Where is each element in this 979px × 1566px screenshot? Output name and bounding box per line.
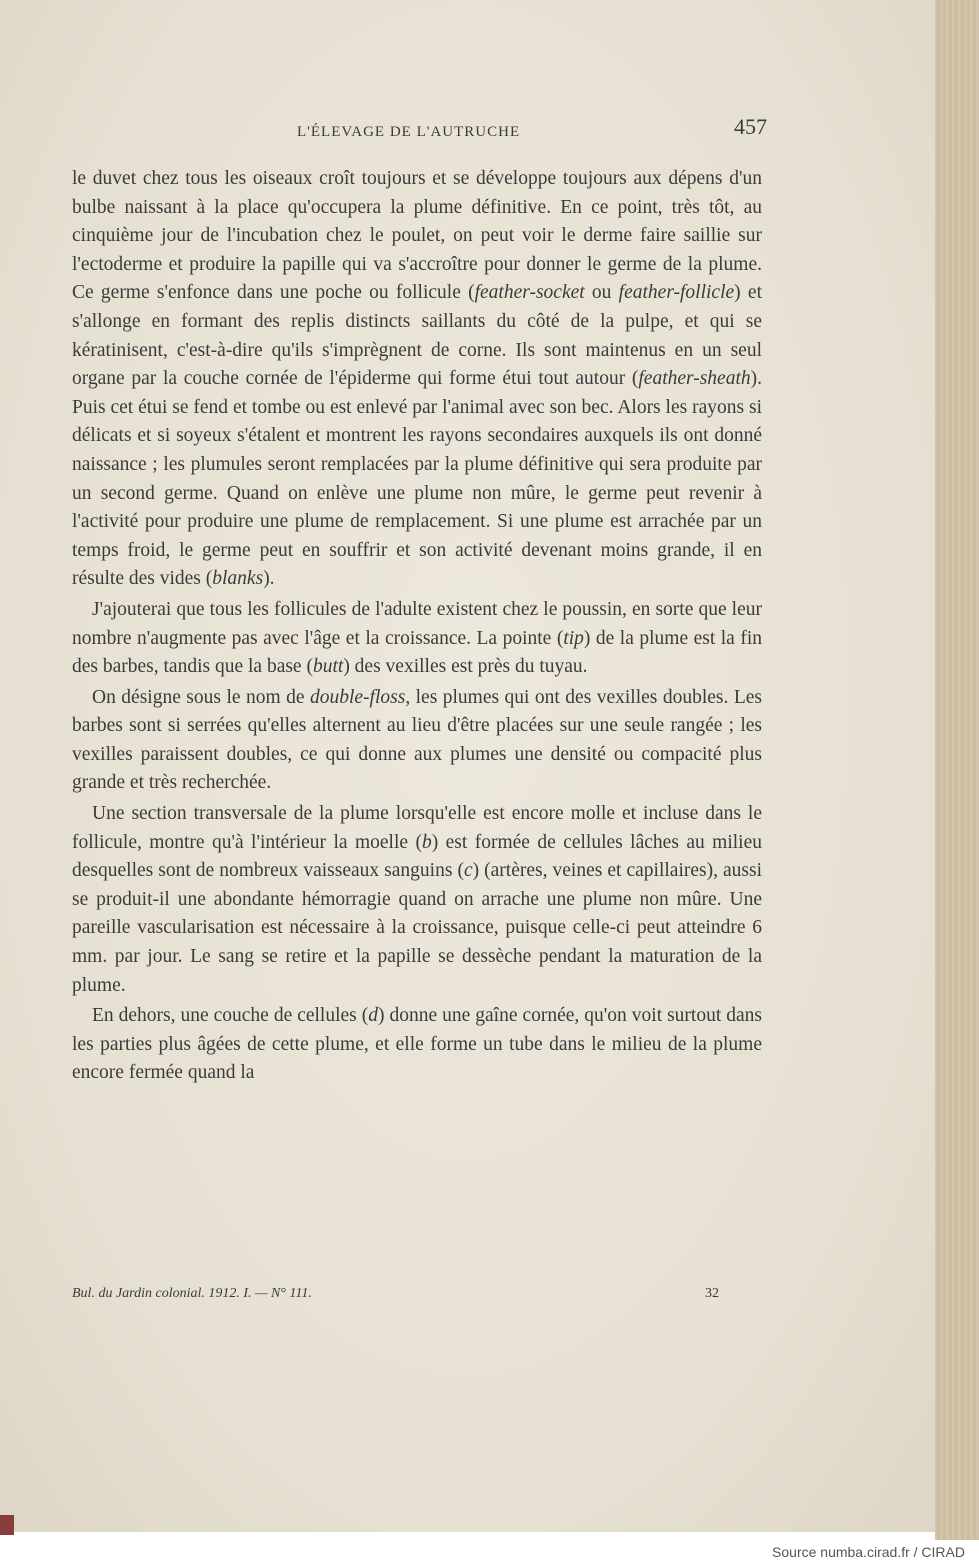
text-run: le duvet chez tous les oiseaux croît toujours et se développe toujours aux dépens d'un bulbe naissant à la place qu'occupera la plume définitive. En ce point, très tôt, au cinquième jour de l'incubation chez le poulet, on peut voir le derme faire saillie sur l'ectoderme et produire la papille qui va s'accroître pour donner le germe de la plume. Ce germe s'enfonce dans une poche ou follicule (	[72, 168, 762, 304]
text-run: ) des vexilles est près du tuyau.	[343, 656, 588, 678]
page-number: 457	[734, 114, 767, 139]
italic-term: feather-socket	[474, 282, 585, 304]
text-run: Une section transversale de la plume lorsqu'elle est encore molle et incluse dans le follicule, montre qu'à l'intérieur la moelle (	[72, 803, 762, 853]
text-run: ) donne une gaîne cornée, qu'on voit surtout dans les parties plus âgées de cette plume, et elle forme un tube dans le milieu de la plume encore fermée quand la	[72, 1005, 762, 1084]
page-footer	[72, 1286, 762, 1308]
paragraph	[72, 165, 762, 594]
signature-mark: 32	[705, 1286, 719, 1301]
italic-term: c	[463, 860, 473, 882]
page-header	[72, 114, 767, 146]
running-title: L'ÉLEVAGE DE L'AUTRUCHE	[297, 124, 521, 140]
italic-term: butt	[312, 656, 344, 678]
italic-term: double-floss	[309, 686, 406, 708]
text-run: ) de la plume est la fin des barbes, tandis que la base (	[72, 627, 762, 678]
italic-term: tip	[563, 627, 584, 649]
italic-term: feather-sheath	[638, 368, 751, 390]
text-run: En dehors, une couche de cellules (	[92, 1005, 369, 1027]
paragraph	[72, 596, 762, 682]
text-run: ) et s'allonge en formant des replis distincts saillants du côté de la pulpe, et qui se kératinisent, c'est-à-dire qu'ils s'imprègnent de corne. Ils sont maintenus en un seul organe par la couche cornée de l'épiderme qui forme étui tout autour (	[72, 282, 762, 390]
paragraph	[72, 800, 762, 1000]
italic-term: feather-follicle	[618, 282, 735, 304]
text-run: J'ajouterai que tous les follicules de l'adulte existent chez le poussin, en sorte que leur nombre n'augmente pas avec l'âge et la croissance. La pointe (	[72, 598, 762, 649]
binding-edge	[0, 1515, 14, 1535]
bulletin-reference: Bul. du Jardin colonial. 1912. I. — N° 111.	[72, 1286, 312, 1301]
text-run: ou	[584, 282, 619, 304]
italic-term: b	[421, 831, 432, 853]
paragraph	[72, 1002, 762, 1088]
text-run: On désigne sous le nom de	[92, 686, 310, 708]
italic-term: blanks	[212, 568, 264, 590]
italic-term: d	[368, 1005, 378, 1027]
source-credit: Source numba.cirad.fr / CIRAD	[772, 1544, 965, 1560]
paragraph	[72, 684, 762, 798]
text-run: , les plumes qui ont des vexilles doubles. Les barbes sont si serrées qu'elles alternent au lieu d'être placées sur une seule rangée ; les vexilles paraissent doubles, ce qui donne aux plumes une densité ou compacité plus grande et très recherchée.	[72, 686, 762, 794]
text-run: ) est formée de cellules lâches au milieu desquelles sont de nombreux vaisseaux sanguins (	[72, 831, 762, 882]
text-run: ).	[263, 568, 275, 590]
text-run: ) (artères, veines et capillaires), aussi se produit-il une abondante hémorragie quand on arrache une plume non mûre. Une pareille vascularisation est nécessaire à la croissance, puisque celle-ci peut atteindre 6 mm. par jour. Le sang se retire et la papille se dessèche pendant la maturation de la plume.	[72, 860, 762, 996]
page-edge-stack	[935, 0, 979, 1540]
text-run: ). Puis cet étui se fend et tombe ou est enlevé par l'animal avec son bec. Alors les rayons si délicats et si soyeux s'étalent et montrent les rayons secondaires auxquels ils ont donné naissance ; les plumules seront remplacées par la plume définitive qui sera produite par un second germe. Quand on enlève une plume non mûre, le germe peut revenir à l'activité pour produire une plume de remplacement. Si une plume est arrachée par un temps froid, le germe peut en souffrir et son activité devenant moins grande, il en résulte des vides (	[72, 368, 762, 590]
body-text	[72, 165, 762, 1088]
